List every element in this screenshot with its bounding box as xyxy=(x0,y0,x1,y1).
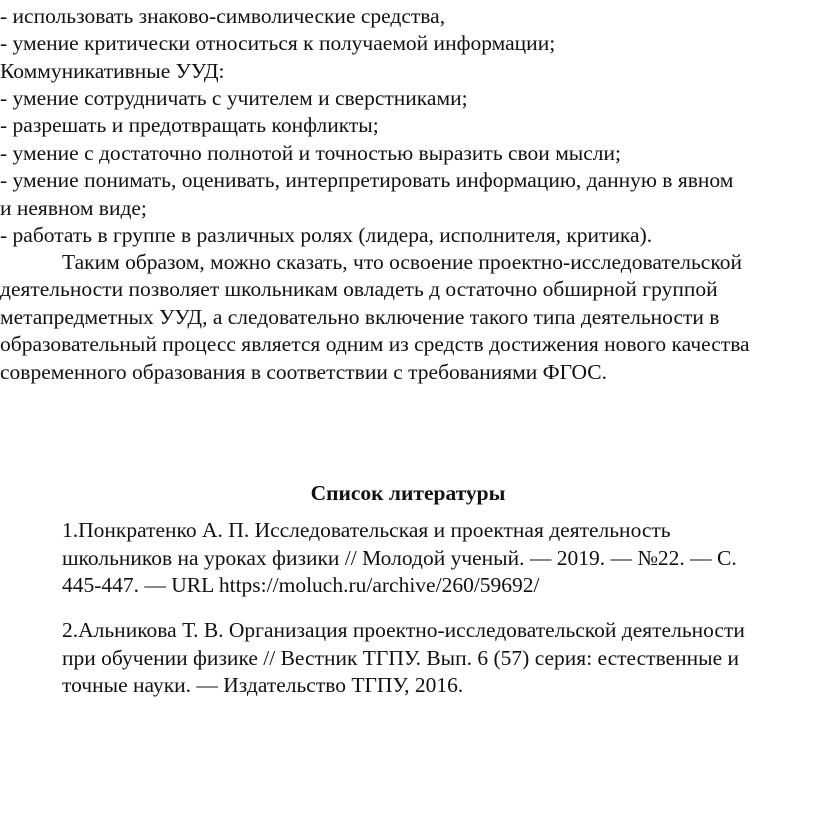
list-item: - разрешать и предотвращать конфликты; xyxy=(0,113,379,137)
list-item: - умение с достаточно полнотой и точностью выразить свои мысли; xyxy=(0,141,621,165)
paragraph-line: современного образования в соответствии с требованиями ФГОС. xyxy=(0,360,607,384)
list-item: - использовать знаково-символические средства, xyxy=(0,4,446,28)
list-item: - умение критически относиться к получаемой информации; xyxy=(0,31,556,55)
reference-line: 2.Альникова Т. В. Организация проектно-исследовательской деятельности xyxy=(62,618,745,642)
list-item: - работать в группе в различных ролях (лидера, исполнителя, критика). xyxy=(0,223,653,247)
reference-line: при обучении физике // Вестник ТГПУ. Вып. 6 (57) серия: естественные и xyxy=(62,646,740,670)
reference-line: точные науки. — Издательство ТГПУ, 2016. xyxy=(62,673,464,697)
reference-line: 1.Понкратенко А. П. Исследовательская и проектная деятельность xyxy=(62,518,671,542)
list-item-continuation: и неявном виде; xyxy=(0,196,147,220)
paragraph-line: образовательный процесс является одним из средств достижения нового качества xyxy=(0,332,750,356)
list-item: - умение понимать, оценивать, интерпретировать информацию, данную в явном xyxy=(0,168,734,192)
section-label: Коммуникативные УУД: xyxy=(0,59,225,83)
paragraph-line: Таким образом, можно сказать, что освоение проектно-исследовательской xyxy=(62,250,742,274)
reference-line: школьников на уроках физики // Молодой ученый. — 2019. — №22. — С. xyxy=(62,546,737,570)
references-title: Список литературы xyxy=(310,481,506,505)
list-item: - умение сотрудничать с учителем и сверстниками; xyxy=(0,86,468,110)
paragraph-line: деятельности позволяет школьникам овладеть д остаточно обширной группой xyxy=(0,277,718,301)
paragraph-line: метапредметных УУД, а следовательно включение такого типа деятельности в xyxy=(0,305,720,329)
reference-line: 445-447. — URL https://moluch.ru/archive/260/59692/ xyxy=(62,573,540,597)
